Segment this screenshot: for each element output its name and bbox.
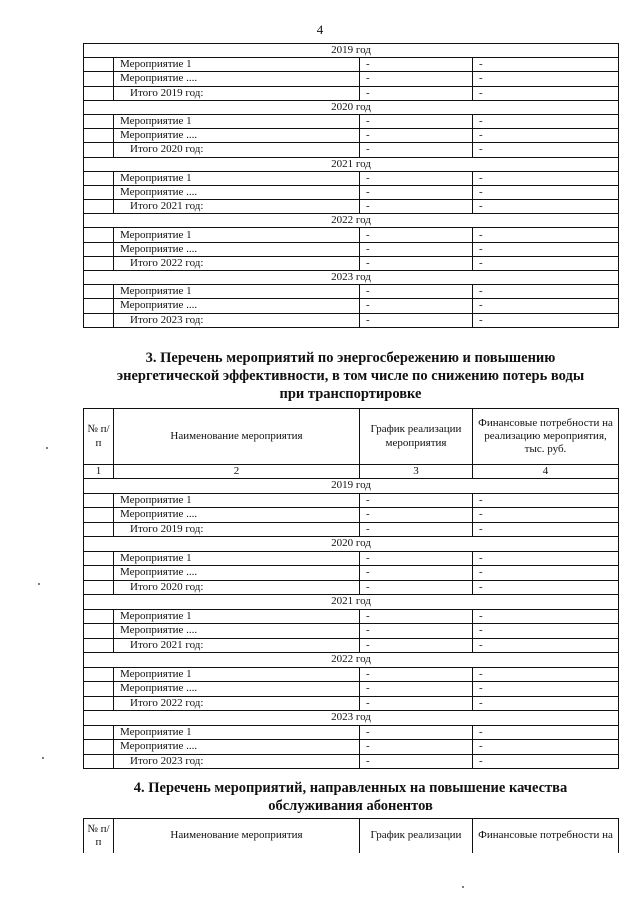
year-label: 2022 год xyxy=(84,214,619,228)
event-name-cell: Мероприятие .... xyxy=(114,242,360,256)
schedule-cell: - xyxy=(360,114,473,128)
row-number-cell xyxy=(84,493,114,508)
year-row xyxy=(84,44,619,58)
schedule-cell: - xyxy=(360,609,473,624)
total-label-cell: Итого 2023 год: xyxy=(114,754,360,769)
row-number-cell xyxy=(84,143,114,157)
finance-cell: - xyxy=(473,242,619,256)
row-number-cell xyxy=(84,299,114,313)
finance-cell: - xyxy=(473,624,619,639)
schedule-cell: - xyxy=(360,185,473,199)
column-header-number: № п/п xyxy=(84,819,114,853)
schedule-cell: - xyxy=(360,200,473,214)
total-label-cell: Итого 2023 год: xyxy=(114,313,360,327)
total-row xyxy=(84,638,619,653)
row-number-cell xyxy=(84,114,114,128)
finance-cell: - xyxy=(473,667,619,682)
row-number-cell xyxy=(84,725,114,740)
table-row xyxy=(84,114,619,128)
row-number-cell xyxy=(84,72,114,86)
total-row xyxy=(84,313,619,327)
finance-cell: - xyxy=(473,508,619,523)
column-header-finance: Финансовые потребности на xyxy=(473,819,619,853)
table-row xyxy=(84,740,619,755)
finance-cell: - xyxy=(473,256,619,270)
table-row xyxy=(84,725,619,740)
scan-speck xyxy=(46,447,48,449)
year-row xyxy=(84,271,619,285)
column-header-name: Наименование мероприятия xyxy=(114,409,360,465)
column-index-row xyxy=(84,465,619,479)
table-row xyxy=(84,171,619,185)
section-3-heading-line: энергетической эффективности, в том числе по снижению потерь воды xyxy=(116,368,585,385)
service-quality-events-table xyxy=(83,818,619,853)
total-row xyxy=(84,86,619,100)
row-number-cell xyxy=(84,58,114,72)
finance-cell: - xyxy=(473,185,619,199)
finance-cell: - xyxy=(473,566,619,581)
schedule-cell: - xyxy=(360,299,473,313)
section-4-heading-line: 4. Перечень мероприятий, направленных на повышение качества xyxy=(133,780,568,796)
finance-cell: - xyxy=(473,228,619,242)
finance-cell: - xyxy=(473,682,619,697)
finance-cell: - xyxy=(473,171,619,185)
year-label: 2021 год xyxy=(84,157,619,171)
finance-cell: - xyxy=(473,58,619,72)
table-row xyxy=(84,185,619,199)
total-label-cell: Итого 2022 год: xyxy=(114,256,360,270)
row-number-cell xyxy=(84,580,114,595)
row-number-cell xyxy=(84,609,114,624)
event-name-cell: Мероприятие 1 xyxy=(114,171,360,185)
year-row xyxy=(84,479,619,494)
row-number-cell xyxy=(84,313,114,327)
section-3-heading-line: 3. Перечень мероприятий по энергосбережению и повышению xyxy=(145,350,556,366)
finance-cell: - xyxy=(473,129,619,143)
section-4-heading-line: обслуживания абонентов xyxy=(268,798,433,815)
event-name-cell: Мероприятие 1 xyxy=(114,609,360,624)
finance-cell: - xyxy=(473,754,619,769)
total-label-cell: Итого 2020 год: xyxy=(114,580,360,595)
schedule-cell: - xyxy=(360,242,473,256)
event-name-cell: Мероприятие .... xyxy=(114,682,360,697)
column-header-schedule: График реализации мероприятия xyxy=(360,409,473,465)
schedule-cell: - xyxy=(360,256,473,270)
finance-cell: - xyxy=(473,72,619,86)
finance-cell: - xyxy=(473,638,619,653)
scan-speck xyxy=(462,886,464,888)
page-number: 4 xyxy=(316,22,324,37)
row-number-cell xyxy=(84,171,114,185)
schedule-cell: - xyxy=(360,667,473,682)
schedule-cell: - xyxy=(360,754,473,769)
event-name-cell: Мероприятие .... xyxy=(114,72,360,86)
finance-cell: - xyxy=(473,143,619,157)
total-label-cell: Итого 2021 год: xyxy=(114,200,360,214)
event-name-cell: Мероприятие 1 xyxy=(114,667,360,682)
finance-cell: - xyxy=(473,86,619,100)
table-row xyxy=(84,566,619,581)
total-row xyxy=(84,143,619,157)
table-row xyxy=(84,285,619,299)
schedule-cell: - xyxy=(360,522,473,537)
row-number-cell xyxy=(84,242,114,256)
schedule-cell: - xyxy=(360,285,473,299)
column-header-schedule: График реализации xyxy=(360,819,473,853)
schedule-cell: - xyxy=(360,228,473,242)
event-name-cell: Мероприятие .... xyxy=(114,129,360,143)
schedule-cell: - xyxy=(360,580,473,595)
row-number-cell xyxy=(84,86,114,100)
finance-cell: - xyxy=(473,313,619,327)
event-name-cell: Мероприятие 1 xyxy=(114,493,360,508)
section-4-heading xyxy=(83,779,618,815)
energy-saving-events-table xyxy=(83,408,619,769)
total-row xyxy=(84,754,619,769)
column-index: 1 xyxy=(84,465,114,479)
event-name-cell: Мероприятие 1 xyxy=(114,228,360,242)
column-index: 4 xyxy=(473,465,619,479)
finance-cell: - xyxy=(473,299,619,313)
year-row xyxy=(84,100,619,114)
table-row xyxy=(84,58,619,72)
total-row xyxy=(84,580,619,595)
column-header-finance: Финансовые потребности на реализацию мероприятия, тыс. руб. xyxy=(473,409,619,465)
table-header-row xyxy=(84,819,619,853)
column-index: 2 xyxy=(114,465,360,479)
finance-cell: - xyxy=(473,493,619,508)
event-name-cell: Мероприятие .... xyxy=(114,624,360,639)
row-number-cell xyxy=(84,740,114,755)
finance-cell: - xyxy=(473,200,619,214)
event-name-cell: Мероприятие .... xyxy=(114,299,360,313)
schedule-cell: - xyxy=(360,566,473,581)
finance-cell: - xyxy=(473,725,619,740)
year-label: 2023 год xyxy=(84,711,619,726)
event-name-cell: Мероприятие 1 xyxy=(114,551,360,566)
table-row xyxy=(84,609,619,624)
schedule-cell: - xyxy=(360,143,473,157)
row-number-cell xyxy=(84,508,114,523)
total-label-cell: Итого 2019 год: xyxy=(114,522,360,537)
year-row xyxy=(84,711,619,726)
schedule-cell: - xyxy=(360,508,473,523)
schedule-cell: - xyxy=(360,129,473,143)
total-row xyxy=(84,200,619,214)
year-row xyxy=(84,214,619,228)
finance-cell: - xyxy=(473,580,619,595)
event-name-cell: Мероприятие 1 xyxy=(114,58,360,72)
row-number-cell xyxy=(84,551,114,566)
schedule-cell: - xyxy=(360,696,473,711)
total-label-cell: Итого 2022 год: xyxy=(114,696,360,711)
finance-cell: - xyxy=(473,609,619,624)
event-name-cell: Мероприятие 1 xyxy=(114,114,360,128)
column-header-number: № п/п xyxy=(84,409,114,465)
table-row xyxy=(84,551,619,566)
schedule-cell: - xyxy=(360,682,473,697)
total-label-cell: Итого 2019 год: xyxy=(114,86,360,100)
table-row xyxy=(84,129,619,143)
finance-cell: - xyxy=(473,285,619,299)
finance-cell: - xyxy=(473,114,619,128)
event-name-cell: Мероприятие .... xyxy=(114,740,360,755)
schedule-cell: - xyxy=(360,551,473,566)
schedule-cell: - xyxy=(360,86,473,100)
year-row xyxy=(84,157,619,171)
total-row xyxy=(84,696,619,711)
schedule-cell: - xyxy=(360,313,473,327)
table-row xyxy=(84,508,619,523)
schedule-cell: - xyxy=(360,740,473,755)
table-header-row xyxy=(84,409,619,465)
table-row xyxy=(84,72,619,86)
year-label: 2020 год xyxy=(84,537,619,552)
finance-cell: - xyxy=(473,696,619,711)
year-row xyxy=(84,595,619,610)
section-3-heading-line: при транспортировке xyxy=(279,386,422,403)
continued-events-table xyxy=(83,43,619,328)
table-row xyxy=(84,624,619,639)
table-row xyxy=(84,682,619,697)
event-name-cell: Мероприятие 1 xyxy=(114,285,360,299)
row-number-cell xyxy=(84,754,114,769)
row-number-cell xyxy=(84,185,114,199)
year-label: 2020 год xyxy=(84,100,619,114)
total-row xyxy=(84,522,619,537)
scan-speck xyxy=(42,757,44,759)
event-name-cell: Мероприятие .... xyxy=(114,566,360,581)
total-label-cell: Итого 2020 год: xyxy=(114,143,360,157)
year-label: 2022 год xyxy=(84,653,619,668)
row-number-cell xyxy=(84,682,114,697)
row-number-cell xyxy=(84,129,114,143)
table-row xyxy=(84,299,619,313)
row-number-cell xyxy=(84,228,114,242)
schedule-cell: - xyxy=(360,171,473,185)
table-row xyxy=(84,493,619,508)
row-number-cell xyxy=(84,522,114,537)
year-label: 2021 год xyxy=(84,595,619,610)
finance-cell: - xyxy=(473,551,619,566)
row-number-cell xyxy=(84,256,114,270)
scan-speck xyxy=(38,583,40,585)
schedule-cell: - xyxy=(360,58,473,72)
year-label: 2023 год xyxy=(84,271,619,285)
finance-cell: - xyxy=(473,522,619,537)
section-3-heading xyxy=(83,349,618,403)
schedule-cell: - xyxy=(360,493,473,508)
table-row xyxy=(84,242,619,256)
row-number-cell xyxy=(84,285,114,299)
year-row xyxy=(84,653,619,668)
schedule-cell: - xyxy=(360,72,473,86)
year-row xyxy=(84,537,619,552)
event-name-cell: Мероприятие .... xyxy=(114,508,360,523)
event-name-cell: Мероприятие 1 xyxy=(114,725,360,740)
row-number-cell xyxy=(84,200,114,214)
total-label-cell: Итого 2021 год: xyxy=(114,638,360,653)
table-row xyxy=(84,228,619,242)
row-number-cell xyxy=(84,566,114,581)
schedule-cell: - xyxy=(360,725,473,740)
row-number-cell xyxy=(84,667,114,682)
year-label: 2019 год xyxy=(84,479,619,494)
column-index: 3 xyxy=(360,465,473,479)
column-header-name: Наименование мероприятия xyxy=(114,819,360,853)
year-label: 2019 год xyxy=(84,44,619,58)
finance-cell: - xyxy=(473,740,619,755)
row-number-cell xyxy=(84,696,114,711)
schedule-cell: - xyxy=(360,638,473,653)
schedule-cell: - xyxy=(360,624,473,639)
table-row xyxy=(84,667,619,682)
total-row xyxy=(84,256,619,270)
row-number-cell xyxy=(84,624,114,639)
event-name-cell: Мероприятие .... xyxy=(114,185,360,199)
row-number-cell xyxy=(84,638,114,653)
